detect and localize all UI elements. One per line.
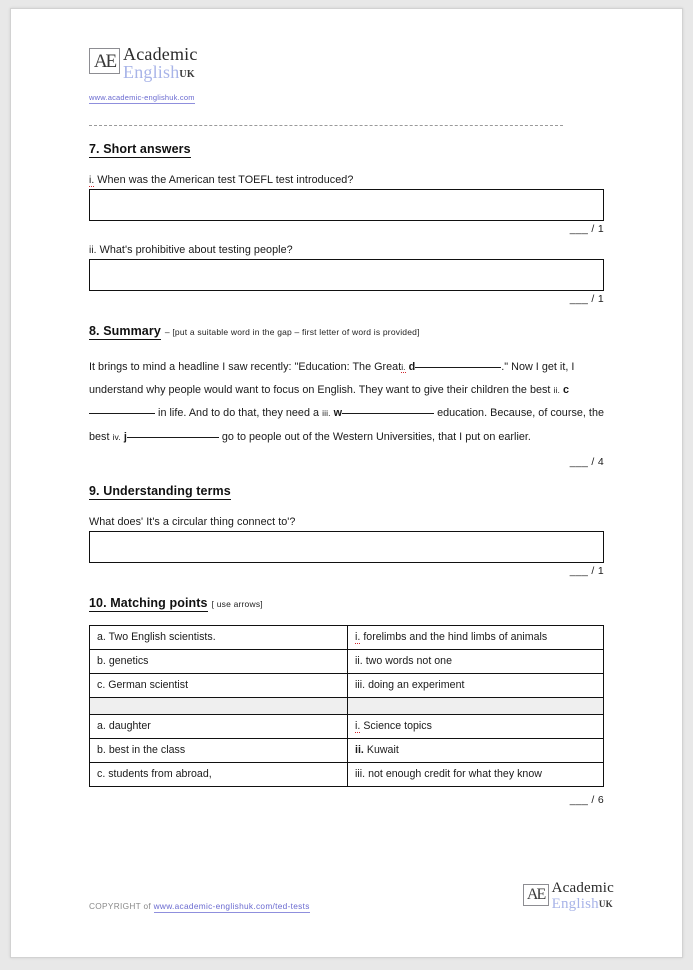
summary-part-5: go to people out of the Western Universities, that I put on earlier. [221, 430, 531, 443]
question-9: What does' It's a circular thing connect to'? [89, 515, 296, 528]
copyright-notice [89, 895, 310, 911]
logo-wordmark [123, 45, 198, 82]
table-cell-right[interactable] [348, 714, 604, 738]
answer-box-7i[interactable] [89, 189, 604, 221]
summary-gap-letter-2: c [563, 384, 570, 397]
copyright-prefix: COPYRIGHT of [89, 901, 151, 911]
summary-marker-iii: iii. [322, 408, 331, 419]
table-row[interactable] [90, 649, 604, 673]
summary-part-3: in life. And to do that, they need a [158, 407, 320, 420]
summary-marker-iv: iv. [112, 431, 121, 442]
table-cell-marker: i. [355, 631, 361, 644]
question-7i [89, 174, 614, 186]
summary-gap-blank-4[interactable] [127, 437, 219, 438]
heading-matching-points: 10. Matching points [89, 595, 208, 610]
summary-part-1: It brings to mind a headline I saw recently: "Education: The Great [89, 361, 402, 373]
score-7i: ___ / 1 [569, 223, 604, 235]
section-summary [89, 322, 614, 468]
summary-gap-blank-3[interactable] [342, 413, 434, 414]
score-7ii: ___ / 1 [569, 293, 604, 305]
table-row[interactable] [90, 762, 604, 786]
question-7ii-text: What's prohibitive about testing people? [99, 244, 293, 256]
table-cell-marker: ii. [355, 744, 364, 757]
heading-summary-row [89, 322, 614, 340]
heading-understanding-terms: 9. Understanding terms [89, 483, 231, 498]
section-understanding-terms [89, 468, 614, 577]
footer-logo-english-text: English [551, 896, 599, 912]
document-page [11, 9, 682, 957]
copyright-link[interactable]: www.academic-englishuk.com/ted-tests [153, 901, 310, 911]
table-cell-right[interactable] [348, 762, 604, 786]
summary-instruction-note: – [put a suitable word in the gap – first letter of word is provided] [164, 327, 420, 337]
table-cell-right-text: Kuwait [366, 744, 399, 757]
table-row[interactable] [90, 738, 604, 762]
document-content [89, 45, 614, 806]
table-cell-left[interactable]: c. students from abroad, [90, 762, 348, 786]
table-cell-right-text: doing an experiment [368, 679, 465, 692]
table-row[interactable] [90, 714, 604, 738]
footer-logo-academic-text: Academic [551, 880, 614, 896]
table-cell-right-text: two words not one [365, 655, 453, 668]
summary-part-2: ." Now I get it, I understand why people would want to focus on English. They want to give their children the best [89, 361, 575, 397]
section-matching-points [89, 594, 614, 806]
question-7i-marker: i. [89, 175, 95, 186]
table-cell-right-text: Science topics [363, 720, 432, 733]
header-logo [89, 45, 614, 82]
score-matching-points: ___ / 6 [569, 793, 604, 806]
logo-academic-text: Academic [123, 44, 198, 64]
table-cell-right [348, 697, 604, 714]
matching-points-table [89, 625, 604, 787]
table-cell-right-text: not enough credit for what they know [368, 768, 542, 781]
section-short-answers [89, 126, 614, 305]
answer-box-9[interactable] [89, 531, 604, 563]
table-cell-marker: iii. [355, 768, 366, 781]
footer-logo-monogram-icon: AE [523, 884, 549, 906]
score-understanding-terms: ___ / 1 [569, 564, 604, 577]
summary-marker-i: i. [401, 362, 406, 372]
table-cell-right[interactable] [348, 673, 604, 697]
table-cell-right[interactable] [348, 649, 604, 673]
heading-short-answers: 7. Short answers [89, 142, 191, 156]
summary-marker-ii: ii. [553, 385, 560, 396]
table-cell-left[interactable]: a. Two English scientists. [90, 625, 348, 649]
question-7ii-marker: ii. [89, 245, 97, 256]
summary-gap-blank-1[interactable] [415, 367, 501, 368]
table-cell-left[interactable]: b. genetics [90, 649, 348, 673]
table-cell-left [90, 697, 348, 714]
page-shadow [10, 8, 683, 958]
table-cell-left[interactable]: c. German scientist [90, 673, 348, 697]
summary-part-4: education. Because, of course, the best [89, 407, 605, 443]
summary-paragraph [89, 356, 608, 449]
page-footer [89, 880, 614, 912]
answer-box-7ii[interactable] [89, 259, 604, 291]
table-cell-right[interactable] [348, 738, 604, 762]
table-cell-marker: ii. [355, 655, 363, 668]
table-row[interactable] [90, 673, 604, 697]
footer-logo [523, 881, 614, 912]
summary-gap-blank-2[interactable] [89, 413, 155, 414]
logo-uk-text: UK [179, 69, 196, 80]
table-row-spacer [90, 697, 604, 714]
table-cell-marker: iii. [355, 679, 366, 692]
summary-gap-letter-1: d [408, 361, 416, 373]
summary-gap-letter-4: j [123, 430, 127, 443]
summary-gap-letter-3: w [333, 407, 343, 420]
table-cell-left[interactable]: b. best in the class [90, 738, 348, 762]
table-cell-marker: i. [355, 720, 361, 733]
footer-logo-uk-text: UK [598, 899, 613, 909]
table-cell-right-text: forelimbs and the hind limbs of animals [363, 631, 548, 644]
logo-monogram-icon: AE [89, 48, 120, 74]
table-cell-right[interactable] [348, 625, 604, 649]
heading-summary: 8. Summary [89, 324, 161, 338]
question-7ii [89, 244, 614, 256]
score-summary: ___ / 4 [569, 455, 604, 468]
header-website-link[interactable]: www.academic-englishuk.com [89, 93, 195, 102]
heading-matching-row [89, 594, 614, 612]
table-row[interactable] [90, 625, 604, 649]
table-cell-left[interactable]: a. daughter [90, 714, 348, 738]
question-7i-text: When was the American test TOEFL test introduced? [97, 174, 354, 186]
matching-instruction-note: [ use arrows] [211, 598, 263, 609]
footer-logo-wordmark [552, 881, 614, 912]
logo-english-text: English [123, 62, 180, 82]
